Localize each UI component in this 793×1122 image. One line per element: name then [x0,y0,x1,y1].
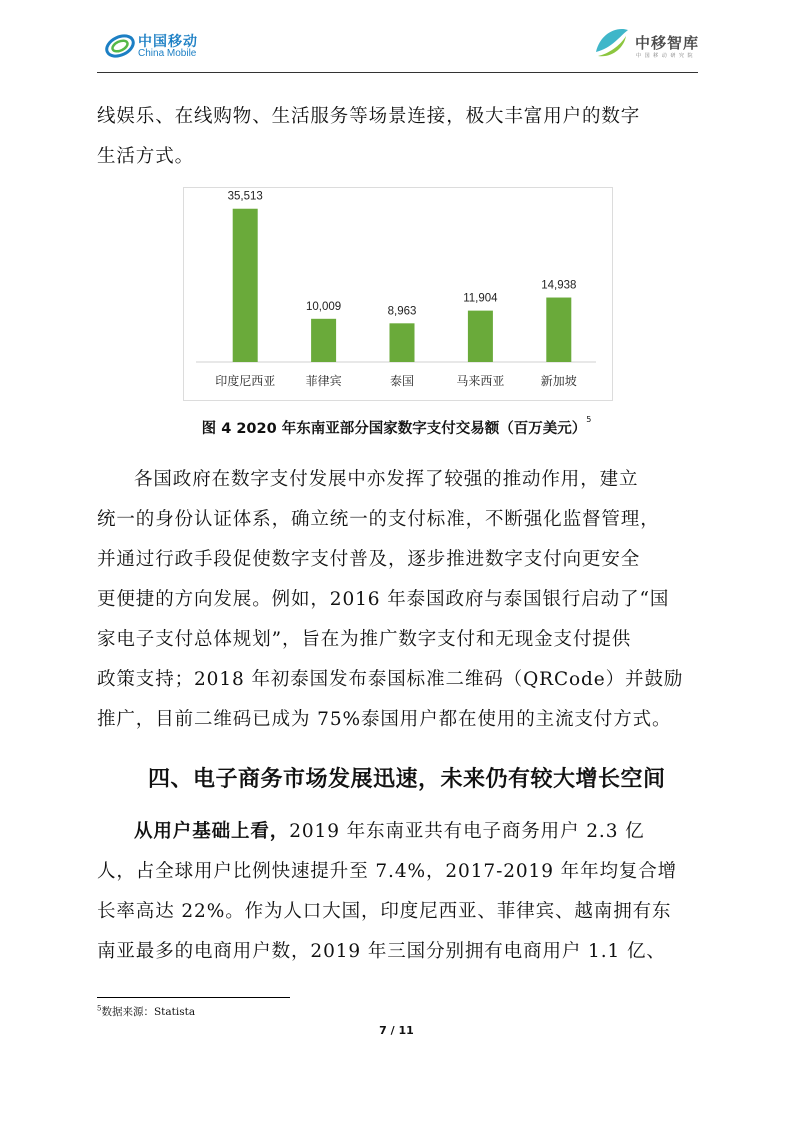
intro-paragraph [97,97,697,177]
text-line: 政策支持；2018 年初泰国发布泰国标准二维码（QRCode）并鼓励 [97,669,684,690]
figure-caption [0,417,793,438]
china-mobile-logo [104,28,216,68]
text-line [97,812,697,852]
china-mobile-swirl-icon [104,30,136,62]
chart-canvas [184,188,612,400]
bar-1 [311,319,336,362]
footnote [97,1004,195,1019]
text-line: 统一的身份认证体系，确立统一的支付标准，不断强化监督管理， [97,509,660,530]
text-line: 家电子支付总体规划”，旨在为推广数字支付和无现金支付提供 [97,629,632,650]
text-line: 推广，目前二维码已成为 75%泰国用户都在使用的主流支付方式。 [97,709,672,730]
bold-lead-phrase: 从用户基础上看， [134,821,290,842]
right-logo-cn: 中移智库 [635,34,700,52]
text-line: 人，占全球用户比例快速提升至 7.4%，2017-2019 年年均复合增 [97,861,678,882]
category-label-1: 菲律宾 [305,374,342,388]
data-label-4: 14,938 [541,279,577,292]
cmri-leaf-icon [590,22,632,64]
text-line: 线娱乐、在线购物、生活服务等场景连接，极大丰富用户的数字 [97,106,641,127]
bar-3 [468,311,493,362]
bar-4 [546,298,571,362]
text-line: 并通过行政手段促使数字支付普及，逐步推进数字支付向更安全 [97,549,641,570]
right-logo-sub: 中 国 移 动 研 究 院 [636,53,694,59]
footnote-text: 数据来源：Statista [101,1006,196,1018]
left-logo-cn: 中国移动 [138,34,198,50]
page-number: 7 / 11 [379,1024,414,1037]
text-line: 生活方式。 [97,146,195,167]
header-divider [97,72,698,73]
category-label-4: 新加坡 [540,374,577,388]
left-logo-en: China Mobile [138,48,197,59]
text-line: 更便捷的方向发展。例如，2016 年泰国政府与泰国银行启动了“国 [97,589,670,610]
cmri-logo [590,22,700,66]
category-label-0: 印度尼西亚 [215,374,276,388]
body-paragraph-1 [97,460,697,740]
data-label-3: 11,904 [463,292,498,305]
bar-0 [233,209,258,362]
section-heading: 四、电子商务市场发展迅速，未来仍有较大增长空间 [148,767,666,792]
data-label-0: 35,513 [227,190,263,203]
caption-footnote-ref: 5 [586,415,592,424]
category-label-3: 马来西亚 [456,374,505,388]
footnote-divider [97,997,290,998]
text-span: 2019 年东南亚共有电子商务用户 2.3 亿 [289,821,645,842]
text-line: 长率高达 22%。作为人口大国，印度尼西亚、菲律宾、越南拥有东 [97,901,672,922]
data-label-2: 8,963 [387,305,417,318]
category-label-2: 泰国 [389,374,415,388]
data-label-1: 10,009 [306,300,342,313]
bar-chart [183,187,613,401]
footnote-ref: 5 [97,1004,102,1013]
body-paragraph-2 [97,812,697,972]
text-line: 南亚最多的电商用户数，2019 年三国分别拥有电商用户 1.1 亿、 [97,941,666,962]
figure-caption-text: 图 4 2020 年东南亚部分国家数字支付交易额（百万美元） [201,421,587,437]
page-header [0,0,793,80]
text-line: 各国政府在数字支付发展中亦发挥了较强的推动作用，建立 [134,469,639,490]
bar-2 [390,323,415,362]
